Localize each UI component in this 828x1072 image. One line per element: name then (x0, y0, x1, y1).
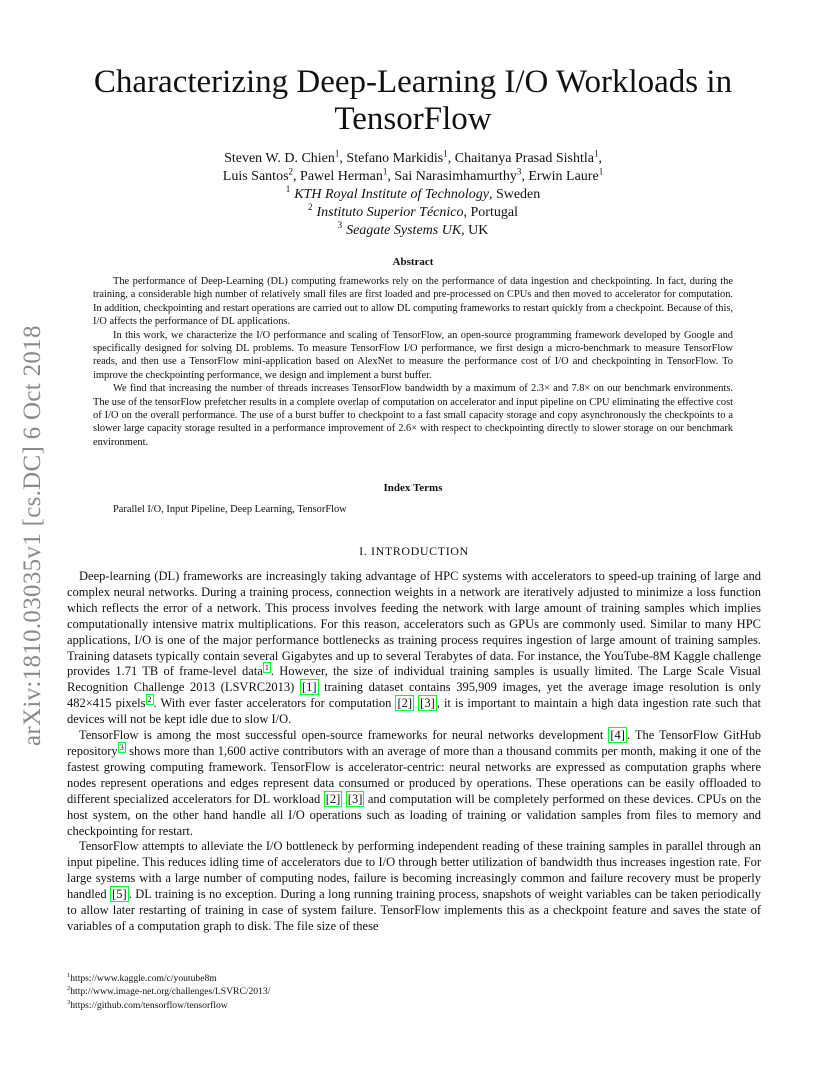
abstract-heading: Abstract (392, 256, 434, 268)
footnote-link[interactable]: 1 (264, 663, 269, 673)
index-terms-text: Parallel I/O, Input Pipeline, Deep Learning, TensorFlow (113, 504, 347, 515)
text-run: TensorFlow is among the most successful open-source frameworks for neural networks development (79, 728, 609, 743)
footnotes (67, 972, 270, 1012)
text-run: training dataset contains 395,909 images, yet the average image resolution is only 482×415 pixels (67, 680, 761, 711)
footnote-link[interactable]: 2 (147, 695, 152, 705)
author-affil-mark: 1 (382, 166, 388, 177)
text-run: . DL training is no exception. During a long running training process, snapshots of weight variables can be taken periodically to allow later restarting of training in case of system failure. TensorFlow implements this as a checkpoint feature and saves the state of variables of a computation graph to disk. The file size of these (67, 887, 761, 933)
affiliation (150, 186, 676, 204)
author-name: Chaitanya Prasad Sishtla (454, 151, 594, 166)
footnote-url[interactable]: https://www.kaggle.com/c/youtube8m (70, 973, 217, 984)
citation-link[interactable]: [2] (325, 791, 341, 806)
author-separator: , (293, 169, 301, 184)
institution-name: Instituto Superior Técnico (316, 205, 464, 220)
author-separator: , (387, 169, 395, 184)
footnote (67, 972, 270, 985)
affiliation-number: 1 (285, 184, 291, 195)
text-run: , it is important to maintain a high data ingestion rate such that devices will not be kept idle due to slow I/O. (67, 696, 762, 727)
author-separator: , (598, 151, 602, 166)
author-line-1 (120, 150, 706, 168)
body-paragraph (67, 839, 761, 934)
author-affil-mark: 3 (516, 166, 522, 177)
citation-link[interactable]: [2] (397, 696, 413, 711)
abstract-paragraph: In this work, we characterize the I/O performance and scaling of TensorFlow, an open-source programming framework developed by Google and specifically designed for solving DL problems. To measure TensorFlow I/O performance, we first design a micro-benchmark to measure TensorFlow reads, and then use a TensorFlow mini-application based on AlexNet to measure the performance cost of I/O and checkpointing in TensorFlow. To improve the checkpointing performance, we design and implement a burst buffer. (93, 329, 733, 381)
author-name: Sai Narasimhamurthy (394, 169, 517, 184)
institution-name: KTH Royal Institute of Technology (294, 187, 489, 202)
footnote-link[interactable]: 3 (119, 742, 124, 752)
author-name: Pawel Herman (300, 169, 383, 184)
affiliation-list (150, 186, 676, 240)
author-affil-mark: 1 (593, 148, 599, 159)
citation-link[interactable]: [5] (112, 887, 127, 902)
footnote-url[interactable]: http://www.image-net.org/challenges/LSVRC/2013/ (70, 986, 271, 998)
citation-link[interactable]: [3] (420, 696, 435, 711)
author-affil-mark: 1 (443, 148, 448, 159)
author-affil-mark: 1 (334, 148, 340, 159)
author-separator: , (339, 151, 347, 166)
author-name: Erwin Laure (528, 169, 599, 184)
author-affil-mark: 1 (598, 166, 604, 177)
footnote-number: 1 (67, 971, 71, 979)
introduction-body (67, 569, 761, 935)
citation-link[interactable]: [3] (347, 791, 363, 806)
text-run: . However, the size of individual training samples is usually limited. The Large Scale Visual Recognition Challenge 2013 (LSVRC2013) (67, 664, 761, 695)
citation-link[interactable]: [1] (301, 680, 317, 695)
footnote (67, 999, 270, 1012)
abstract-paragraph: We find that increasing the number of threads increases TensorFlow bandwidth by a maximum of 2.3× and 7.8× on our benchmark environments. The use of the tensorFlow prefetcher results in a complete overlap of computation on accelerator and input pipeline on CPU eliminating the effective cost of I/O on the overall performance. The use of a burst buffer to checkpoint to a fast small capacity storage and copy asynchronously the checkpoints to a slower large capacity storage resulted in a performance improvement of 2.6× with respect to checkpointing directly to slower storage on our benchmark environment. (93, 383, 733, 448)
footnote-number: 2 (67, 985, 71, 993)
abstract-paragraph: The performance of Deep-Learning (DL) computing frameworks rely on the performance of data ingestion and checkpointing. In fact, during the training, a considerable high number of relatively small files are first loaded and pre-processed on CPUs and then moved to accelerator for computation. In addition, checkpointing and restart operations are carried out to allow DL computing frameworks to restart quickly from a checkpoint. Because of this, I/O affects the performance of DL applications. (93, 276, 733, 328)
affiliation-country: , Portugal (463, 205, 518, 220)
text-run: TensorFlow attempts to alleviate the I/O bottleneck by performing independent reading of these training samples in parallel through an input pipeline. This reduces idling time of accelerators due to I/O through better utilization of bandwidth thus increases ingestion rate. For large systems with a large number of computing nodes, failure is becoming increasingly common and failure recovery must be properly handled (67, 839, 761, 902)
affiliation-country: , Sweden (488, 187, 541, 202)
footnote (67, 985, 270, 998)
index-terms-heading: Index Terms (383, 482, 443, 494)
author-name: Luis Santos (222, 169, 289, 184)
footnote-number: 3 (67, 998, 71, 1006)
text-run: shows more than 1,600 active contributors with an average of more than a thousand commits per month, making it one of the fastest growing computing framework. TensorFlow is accelerator-centric: neural networks are expressed as computation graphs where nodes represent operations and edges represent data consumed or produced by operations. These operations can be easily offloaded to different specialized accelerators for DL workload (67, 743, 761, 806)
author-list (120, 150, 706, 186)
text-run: . The TensorFlow GitHub repository (67, 728, 761, 758)
text-run: Deep-learning (DL) frameworks are increasingly taking advantage of HPC systems with accelerators to speed-up training of large and complex neural networks. During a training process, connection weights in a network are iteratively adjusted to minimize a loss function which reflects the error of a network. This process involves feeding the network with large amount of training samples which implies computationally intensive matrix multiplications. For this reason, accelerators such as GPUs are commonly used. Similar to many HPC applications, I/O is one of the major performance bottlenecks as training process requires ingestion of large amount of training samples. Training datasets typically contain several Gigabytes and up to several Terabytes of data. For instance, the YouTube-8M Kaggle challenge provides 1.71 TB of frame-level data (67, 569, 761, 679)
affiliation-country: , UK (461, 223, 489, 238)
author-name: Stefano Markidis (346, 151, 444, 166)
arxiv-identifier: arXiv:1810.03035v1 [cs.DC] 6 Oct 2018 (19, 325, 46, 746)
affiliation (150, 222, 676, 240)
text-run: and computation will be completely performed on these devices. CPUs on the host system, on the other hand handle all I/O operations such as loading of training or validation samples from files to memory and checkpointing for restart. (67, 791, 761, 838)
author-separator: , (521, 169, 529, 184)
author-line-2 (120, 168, 706, 186)
affiliation (150, 204, 676, 222)
abstract-body (93, 275, 733, 449)
body-paragraph (67, 569, 761, 728)
affiliation-number: 2 (308, 202, 313, 213)
section-heading-introduction: I. INTRODUCTION (359, 544, 469, 558)
text-run: . With ever faster accelerators for computation (153, 696, 396, 711)
author-separator: , (447, 151, 455, 166)
author-affil-mark: 2 (288, 166, 294, 177)
footnote-url[interactable]: https://github.com/tensorflow/tensorflow (70, 999, 228, 1011)
affiliation-number: 3 (337, 220, 343, 231)
author-name: Steven W. D. Chien (224, 151, 335, 166)
body-paragraph (67, 728, 761, 839)
citation-link[interactable]: [4] (610, 728, 625, 743)
paper-title: Characterizing Deep-Learning I/O Workloads in TensorFlow (93, 64, 733, 137)
institution-name: Seagate Systems UK (346, 223, 462, 238)
